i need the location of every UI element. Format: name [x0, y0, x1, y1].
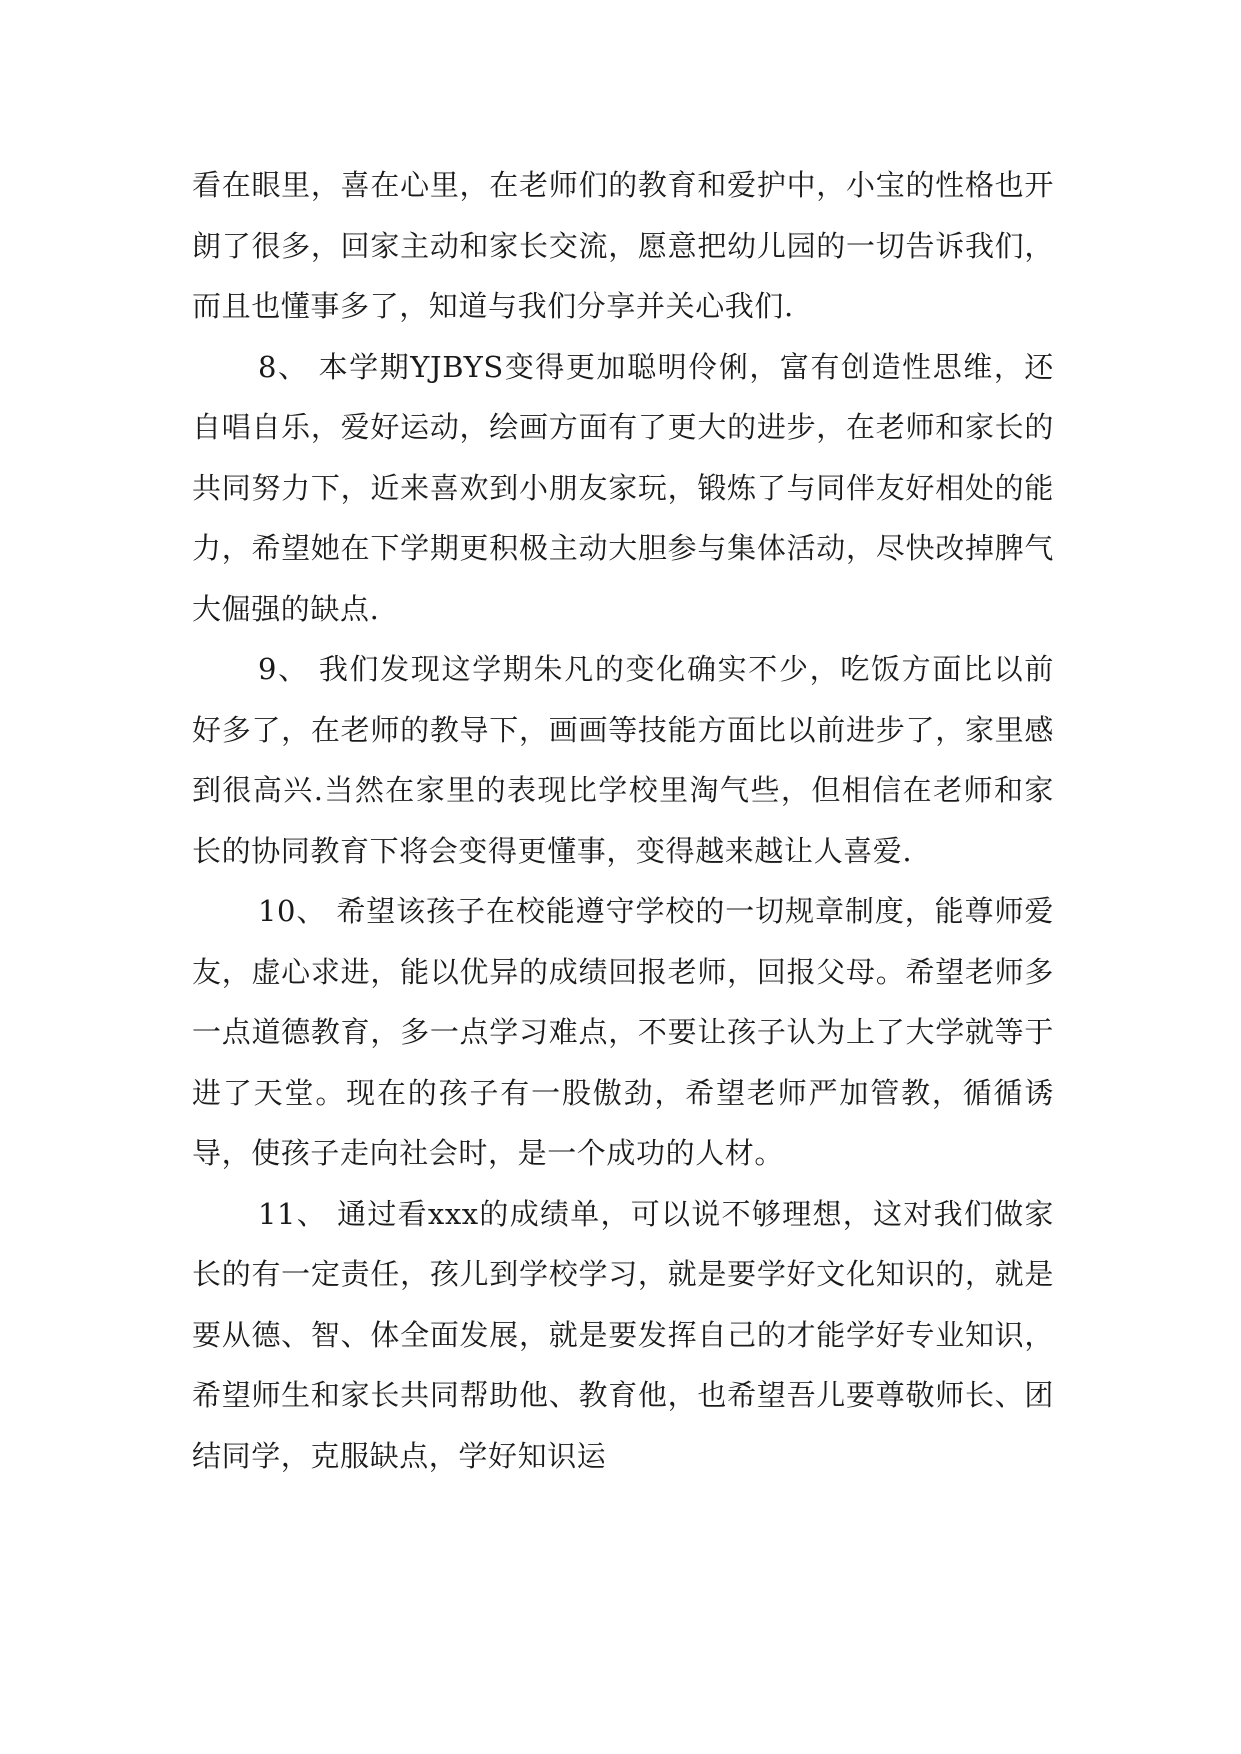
- paragraph-continued: [192, 155, 1054, 337]
- paragraph-8: [192, 337, 1054, 640]
- paragraph-text: 我们发现这学期朱凡的变化确实不少，吃饭方面比以前好多了，在老师的教导下，画画等技能方面比以前进步了，家里感到很高兴.当然在家里的表现比学校里淘气些，但相信在老师和家长的协同教育下将会变得更懂事，变得越来越让人喜爱.: [192, 652, 1054, 868]
- paragraph-text: 本学期YJBYS变得更加聪明伶俐，富有创造性思维，还自唱自乐，爱好运动，绘画方面有了更大的进步，在老师和家长的共同努力下，近来喜欢到小朋友家玩，锻炼了与同伴友好相处的能力，希望她在下学期更积极主动大胆参与集体活动，尽快改掉脾气大倔强的缺点.: [192, 349, 1054, 626]
- paragraph-text: 通过看xxx的成绩单，可以说不够理想，这对我们做家长的有一定责任，孩儿到学校学习，就是要学好文化知识的，就是要从德、智、体全面发展，就是要发挥自己的才能学好专业知识，希望师生和家长共同帮助他、教育他，也希望吾儿要尊敬师长、团结同学，克服缺点，学好知识运: [192, 1196, 1054, 1473]
- paragraph-text: 看在眼里，喜在心里，在老师们的教育和爱护中，小宝的性格也开朗了很多，回家主动和家长交流，愿意把幼儿园的一切告诉我们，而且也懂事多了，知道与我们分享并关心我们.: [192, 168, 1054, 323]
- paragraph-text: 希望该孩子在校能遵守学校的一切规章制度，能尊师爱友，虚心求进，能以优异的成绩回报老师，回报父母。希望老师多一点道德教育，多一点学习难点，不要让孩子认为上了大学就等于进了天堂。现在的孩子有一股傲劲，希望老师严加管教，循循诱导，使孩子走向社会时，是一个成功的人材。: [192, 894, 1055, 1170]
- document-page: [192, 155, 1054, 1486]
- paragraph-number: 9、: [258, 652, 309, 686]
- paragraph-9: [192, 639, 1054, 881]
- paragraph-number: 11、: [258, 1196, 328, 1231]
- paragraph-11: [192, 1184, 1054, 1487]
- paragraph-10: [192, 881, 1054, 1184]
- paragraph-number: 10、: [258, 894, 327, 928]
- paragraph-number: 8、: [258, 349, 309, 384]
